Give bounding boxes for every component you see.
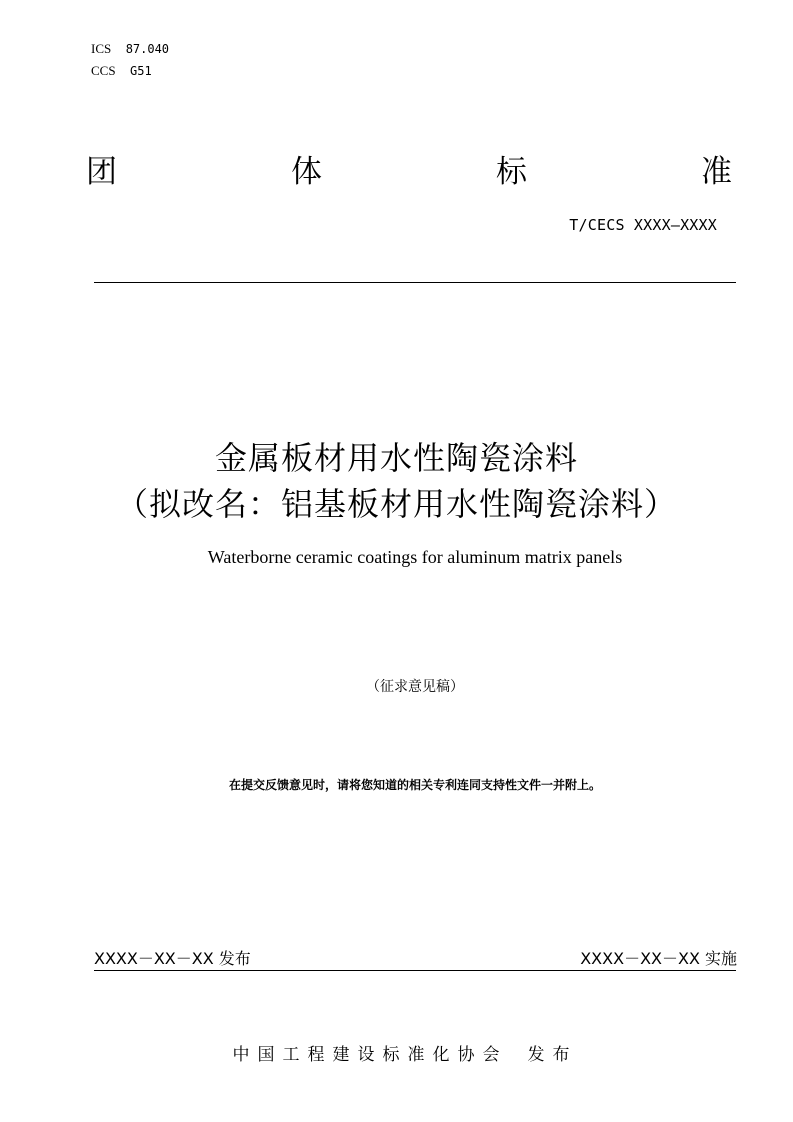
ics-line bbox=[91, 38, 169, 60]
standard-type-char: 体 bbox=[291, 154, 322, 190]
standard-type-heading bbox=[86, 150, 732, 194]
publisher-organization: 中国工程建设标准化协会 bbox=[232, 1045, 508, 1065]
ccs-label: CCS bbox=[91, 63, 116, 78]
publisher-line bbox=[0, 1040, 793, 1065]
classification-codes bbox=[91, 38, 169, 82]
issue-date: XXXX－XX－XX 发布 bbox=[94, 949, 251, 968]
bottom-divider bbox=[94, 970, 736, 971]
ccs-code: G51 bbox=[130, 64, 152, 78]
standard-type-char: 团 bbox=[86, 154, 117, 190]
top-divider bbox=[94, 282, 736, 283]
title-chinese-line2: （拟改名：铝基板材用水性陶瓷涂料） bbox=[115, 485, 677, 523]
standard-type-char: 准 bbox=[701, 154, 732, 190]
draft-status: （征求意见稿） bbox=[366, 679, 464, 695]
patent-notice: 在提交反馈意见时，请将您知道的相关专利连同支持性文件一并附上。 bbox=[228, 778, 601, 792]
standard-number: T/CECS XXXX—XXXX bbox=[569, 216, 717, 234]
publisher-action: 发布 bbox=[527, 1045, 578, 1065]
ccs-line bbox=[91, 60, 169, 82]
implementation-date: XXXX－XX－XX 实施 bbox=[580, 949, 737, 968]
standard-type-char: 标 bbox=[496, 154, 527, 190]
title-english: Waterborne ceramic coatings for aluminum matrix panels bbox=[207, 547, 623, 567]
title-chinese-line1: 金属板材用水性陶瓷涂料 bbox=[214, 439, 578, 477]
ics-label: ICS bbox=[91, 41, 112, 56]
ics-code: 87.040 bbox=[125, 42, 170, 56]
